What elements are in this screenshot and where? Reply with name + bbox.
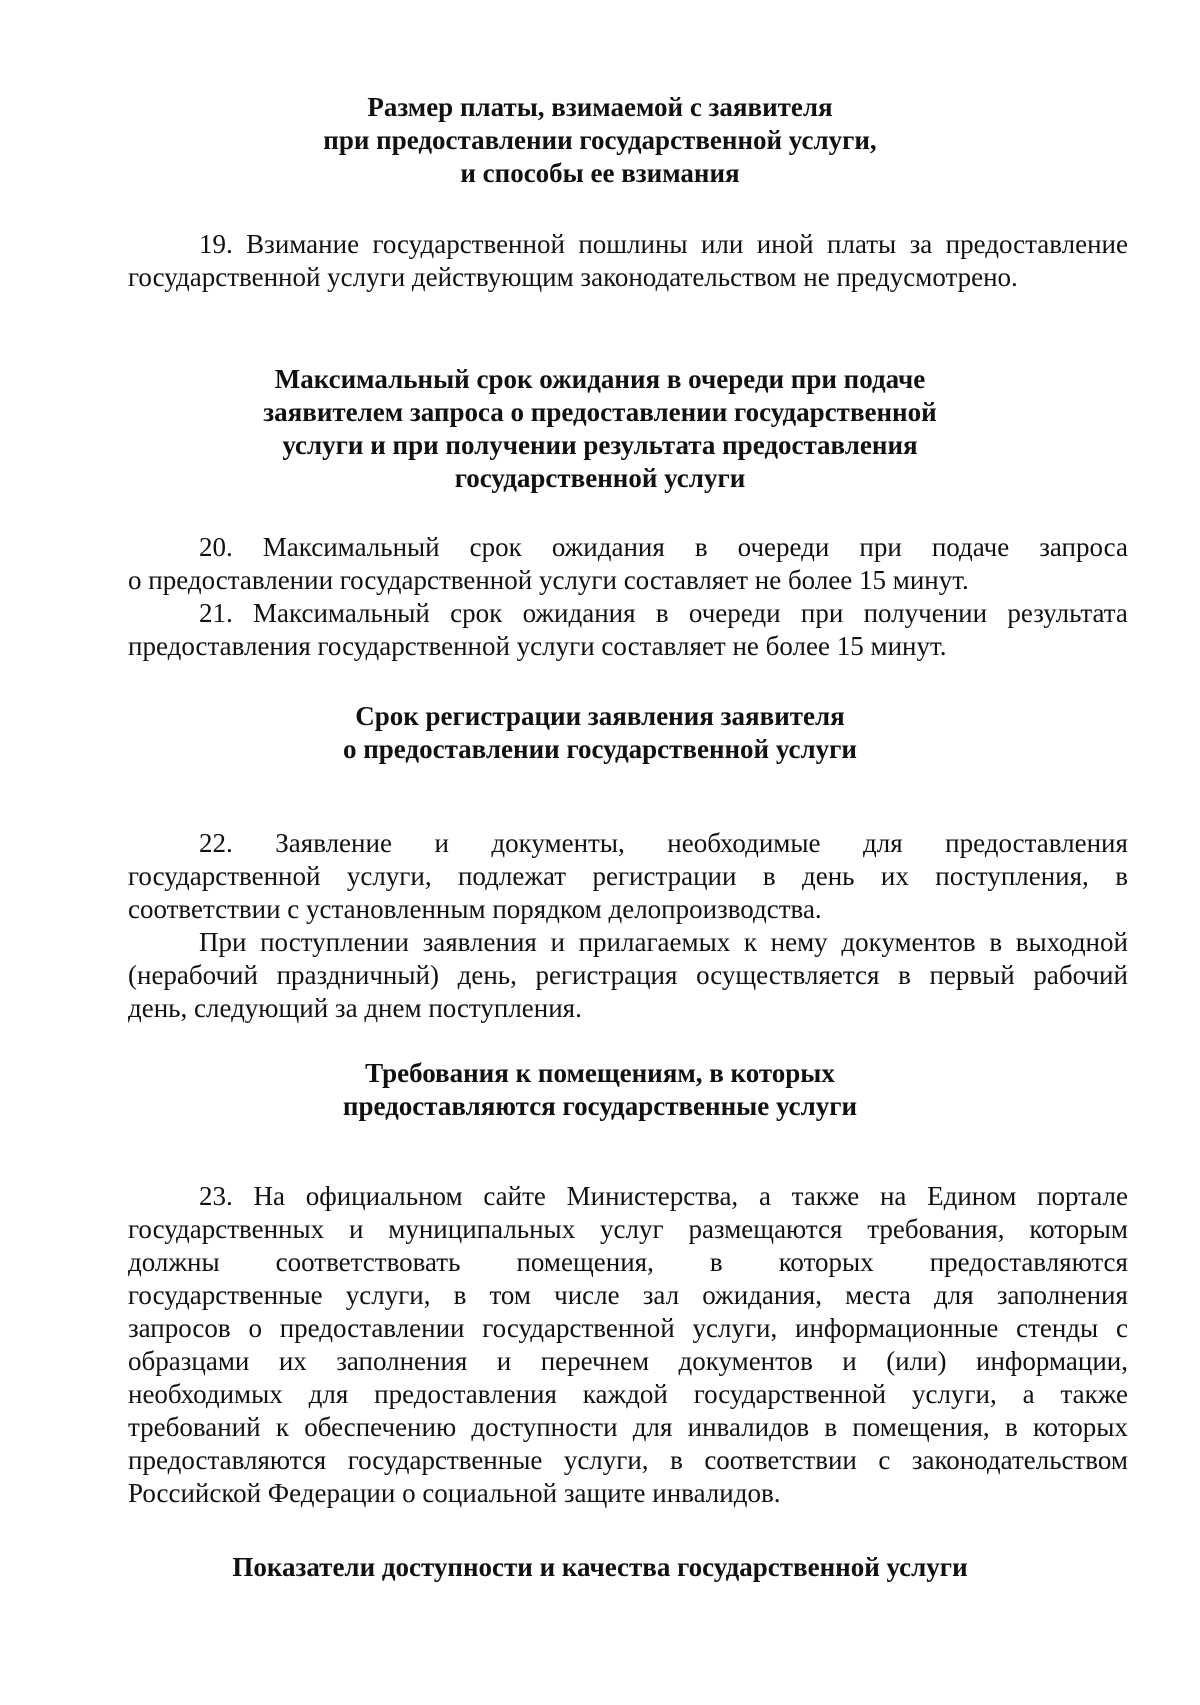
word: информационные — [795, 1313, 999, 1343]
text-line — [128, 926, 1128, 959]
word: 19. — [199, 229, 233, 259]
word: размещаются — [688, 1214, 843, 1244]
word: срок — [450, 598, 503, 628]
word: государственных — [128, 1214, 325, 1244]
word: за — [909, 229, 933, 259]
word: и — [842, 1346, 857, 1376]
word: и — [348, 1214, 364, 1244]
paragraph-20 — [128, 531, 1128, 597]
word: должны — [128, 1247, 220, 1277]
word: требования, — [867, 1214, 1005, 1244]
word: государственные — [128, 1280, 323, 1310]
word: в — [824, 1412, 838, 1442]
word: подлежат — [457, 861, 567, 891]
word: регистрации — [592, 861, 737, 891]
word: зал — [642, 1280, 680, 1310]
word: предоставления — [374, 1379, 557, 1409]
word: При — [199, 927, 247, 957]
word: заполнения — [336, 1346, 468, 1376]
word: нему — [770, 927, 828, 957]
word: их — [880, 861, 909, 891]
word: услуги, — [912, 1379, 997, 1409]
word: и — [550, 927, 565, 957]
section-heading-waiting-time — [0, 363, 1200, 495]
word: регистрация — [535, 960, 678, 990]
word: Максимальный — [253, 598, 430, 628]
heading-line: о предоставлении государственной услуги — [342, 734, 857, 764]
text-line — [128, 597, 1128, 630]
word: очереди — [737, 532, 830, 562]
word: каждой — [582, 1379, 668, 1409]
word: государственной — [693, 1379, 887, 1409]
word: предоставляются — [929, 1247, 1128, 1277]
heading-line: при предоставлении государственной услуги, — [323, 125, 877, 155]
word: числе — [554, 1280, 620, 1310]
word: предоставлении — [279, 1313, 465, 1343]
word: осуществляется — [696, 960, 880, 990]
word: срок — [469, 532, 522, 562]
word: первый — [929, 960, 1015, 990]
word: необходимых — [128, 1379, 283, 1409]
word: Заявление — [275, 828, 392, 858]
word: соответствовать — [275, 1247, 461, 1277]
heading-line: заявителем запроса о предоставлении государственной — [263, 397, 937, 427]
word: государственные — [347, 1445, 543, 1475]
section-heading-accessibility-quality — [0, 1551, 1200, 1584]
word: получении — [863, 598, 988, 628]
word: для — [934, 1280, 974, 1310]
word: иной — [756, 229, 814, 259]
word: заполнения — [996, 1280, 1128, 1310]
word: На — [253, 1181, 285, 1211]
text-line — [128, 1213, 1128, 1246]
text-line — [128, 1444, 1128, 1477]
word: которых — [1032, 1412, 1128, 1442]
word: (или) — [886, 1346, 947, 1376]
text-line: предоставления государственной услуги составляет не более 15 минут. — [128, 631, 947, 661]
word: или — [700, 229, 744, 259]
word: 21. — [199, 598, 233, 628]
heading-line: предоставляются государственные услуги — [342, 1091, 858, 1121]
word: перечнем — [540, 1346, 650, 1376]
word: прилагаемых — [578, 927, 731, 957]
paragraph-22 — [128, 827, 1128, 926]
word: заявления — [422, 927, 537, 957]
word: предоставление — [945, 229, 1128, 259]
word: в — [670, 1445, 683, 1475]
word: и — [434, 828, 449, 858]
word: сайте — [483, 1181, 546, 1211]
word: праздничный) — [276, 960, 439, 990]
word: а — [758, 1181, 771, 1211]
word: портале — [1037, 1181, 1128, 1211]
text-line — [128, 1246, 1128, 1279]
word: на — [879, 1181, 907, 1211]
text-line — [128, 1180, 1128, 1213]
word: Министерства, — [566, 1181, 739, 1211]
word: государственной — [372, 229, 565, 259]
word: инвалидов — [687, 1412, 810, 1442]
heading-line: Максимальный срок ожидания в очереди при подаче — [274, 364, 926, 394]
word: в — [1115, 861, 1128, 891]
word: для — [632, 1412, 673, 1442]
word: в — [694, 532, 708, 562]
word: при — [800, 598, 844, 628]
heading-line: услуги и при получении результата предоставления — [282, 430, 918, 460]
paragraph-21 — [128, 597, 1128, 663]
word: о — [248, 1313, 262, 1343]
word: и — [496, 1346, 512, 1376]
text-line — [128, 1279, 1128, 1312]
word: Максимальный — [262, 532, 440, 562]
word: в — [655, 598, 669, 628]
word: стенды — [1016, 1313, 1099, 1343]
word: законодательством — [911, 1445, 1128, 1475]
heading-line: Показатели доступности и качества государственной услуги — [232, 1552, 968, 1582]
heading-line: и способы ее взимания — [460, 158, 740, 188]
section-heading-registration — [0, 700, 1200, 766]
word: результата — [1007, 598, 1128, 628]
word: услуг — [600, 1214, 664, 1244]
word: также — [1060, 1379, 1128, 1409]
word: доступности — [471, 1412, 618, 1442]
word: соответствии — [704, 1445, 857, 1475]
word: государственной — [482, 1313, 675, 1343]
text-line: соответствии с установленным порядком делопроизводства. — [128, 894, 822, 924]
word: предоставляются — [128, 1445, 327, 1475]
text-line — [128, 827, 1128, 860]
heading-line: Требования к помещениям, в которых — [365, 1058, 835, 1088]
text-line — [128, 1345, 1128, 1378]
word: ожидания — [551, 532, 665, 562]
paragraph-23 — [128, 1180, 1128, 1510]
word: день, — [457, 960, 517, 990]
text-line — [128, 1411, 1128, 1444]
word: с — [878, 1445, 891, 1475]
word: 23. — [199, 1181, 233, 1211]
word: места — [845, 1280, 911, 1310]
word: документов — [678, 1346, 813, 1376]
word: в — [989, 927, 1003, 957]
word: образцами — [128, 1346, 250, 1376]
word: их — [278, 1346, 307, 1376]
word: ожидания — [522, 598, 636, 628]
word: для — [308, 1379, 349, 1409]
word: поступления, — [935, 861, 1089, 891]
word: также — [791, 1181, 860, 1211]
text-line — [128, 531, 1128, 564]
text-line — [128, 1312, 1128, 1345]
word: запросов — [128, 1313, 231, 1343]
word: выходной — [1015, 927, 1128, 957]
word: документы, — [491, 828, 625, 858]
section-heading-premises — [0, 1057, 1200, 1123]
word: Едином — [927, 1181, 1017, 1211]
word: документов — [841, 927, 976, 957]
text-line: о предоставлении государственной услуги составляет не более 15 минут. — [128, 565, 969, 595]
word: услуги, — [346, 861, 432, 891]
word: помещения, — [516, 1247, 654, 1277]
word: в — [898, 960, 911, 990]
word: ожидания, — [702, 1280, 822, 1310]
word: (нерабочий — [128, 960, 258, 990]
word: к — [275, 1412, 289, 1442]
text-line — [128, 959, 1128, 992]
word: поступлении — [260, 927, 409, 957]
word: 22. — [199, 828, 233, 858]
word: в — [762, 861, 776, 891]
word: а — [1022, 1379, 1035, 1409]
paragraph-22-continued — [128, 926, 1128, 1025]
word: с — [1115, 1313, 1128, 1343]
word: в — [453, 1280, 467, 1310]
word: том — [489, 1280, 531, 1310]
word: Взимание — [246, 229, 360, 259]
text-line — [128, 1378, 1128, 1411]
text-line — [128, 860, 1128, 893]
word: к — [743, 927, 757, 957]
word: при — [859, 532, 902, 562]
word: необходимые — [667, 828, 821, 858]
word: пошлины — [578, 229, 688, 259]
word: предоставления — [945, 828, 1128, 858]
word: платы — [827, 229, 897, 259]
word: в — [709, 1247, 723, 1277]
word: подаче — [931, 532, 1010, 562]
text-line: день, следующий за днем поступления. — [128, 993, 582, 1023]
word: для — [863, 828, 903, 858]
word: помещения, — [852, 1412, 990, 1442]
word: рабочий — [1033, 960, 1128, 990]
word: государственной — [128, 861, 321, 891]
word: обеспечению — [304, 1412, 457, 1442]
word: запроса — [1039, 532, 1128, 562]
paragraph-19 — [128, 228, 1128, 294]
heading-line: государственной услуги — [454, 463, 746, 493]
heading-line: Размер платы, взимаемой с заявителя — [367, 92, 833, 122]
word: услуги, — [563, 1445, 649, 1475]
text-line — [128, 228, 1128, 261]
word: муниципальных — [388, 1214, 576, 1244]
word: которым — [1029, 1214, 1128, 1244]
section-heading-fee — [0, 91, 1200, 190]
word: официальном — [305, 1181, 463, 1211]
word: услуги, — [692, 1313, 778, 1343]
word: 20. — [199, 532, 233, 562]
word: требований — [128, 1412, 261, 1442]
word: в — [1004, 1412, 1018, 1442]
word: которых — [778, 1247, 874, 1277]
word: услуги, — [345, 1280, 431, 1310]
text-line: государственной услуги действующим законодательством не предусмотрено. — [128, 262, 1018, 292]
word: день — [802, 861, 855, 891]
heading-line: Срок регистрации заявления заявителя — [355, 701, 845, 731]
word: информации, — [976, 1346, 1128, 1376]
word: очереди — [688, 598, 781, 628]
text-line: Российской Федерации о социальной защите инвалидов. — [128, 1478, 781, 1508]
